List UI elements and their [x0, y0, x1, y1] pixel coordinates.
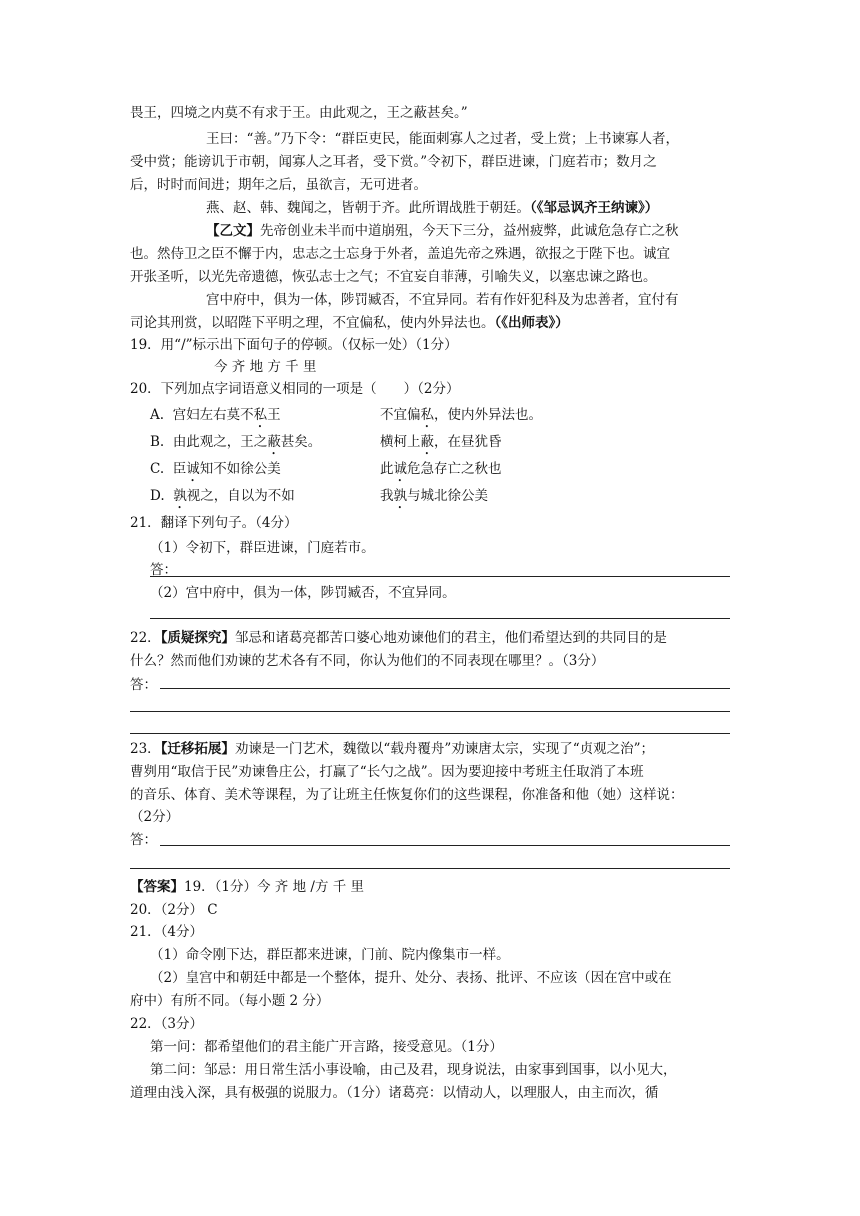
answer-line[interactable]	[160, 688, 730, 689]
answer-key-line: 【答案】19．（1分）今 齐 地 /方 千 里	[130, 879, 365, 895]
answer-line[interactable]	[150, 576, 730, 577]
passage-line: 也。然侍卫之臣不懈于内，忠志之士忘身于外者，盖追先帝之殊遇，欲报之于陛下也。诚宜	[130, 246, 670, 262]
question-22-line: 22．【质疑探究】邹忌和诸葛亮都苦口婆心地劝谏他们的君主，他们希望达到的共同目的是	[130, 630, 667, 646]
answer-key-line: 21．（4分）	[130, 924, 204, 940]
source-citation: （《邹忌讽齐王纳谏》）	[530, 200, 659, 216]
passage-line	[206, 222, 679, 240]
passage-line: 开张圣听，以光先帝遗德，恢弘志士之气；不宜妄自菲薄，引喻失义，以塞忠谏之路也。	[130, 269, 657, 285]
section-label: 【迁移拓展】	[160, 741, 235, 757]
answer-line[interactable]	[130, 868, 730, 869]
passage-line	[130, 314, 569, 332]
passage-text: 司论其刑赏，以昭陛下平明之理，不宜偏私，使内外异法也。	[130, 315, 495, 331]
answer-label: 答：	[130, 832, 157, 848]
option-b-left: B. 由此观之，王之蔽甚矣。	[150, 434, 322, 450]
answer-label: 答：	[150, 562, 177, 578]
question-20-stem: 20．下列加点字词语意义相同的一项是（ ）（2分）	[130, 381, 460, 397]
answer-line[interactable]	[160, 845, 730, 846]
passage-text: 燕、赵、韩、魏闻之，皆朝于齐。此所谓战胜于朝廷。	[206, 200, 530, 216]
answer-key-line: 第一问：都希望他们的君主能广开言路，接受意见。（1分）	[150, 1039, 503, 1055]
passage-text: 先帝创业未半而中道崩殂，今天下三分，益州疲弊，此诚危急存亡之秋	[260, 223, 679, 239]
passage-line: 后，时时而间进；期年之后，虽欲言，无可进者。	[130, 177, 427, 193]
passage-line: 王曰：“善。”乃下令：“群臣吏民，能面刺寡人之过者，受上赏；上书谏寡人者，	[206, 131, 679, 147]
question-23-line: 23．【迁移拓展】劝谏是一门艺术，魏徵以“载舟覆舟”劝谏唐太宗，实现了“贞观之治”；	[130, 741, 655, 757]
question-23-line: 的音乐、体育、美术等课程，为了让班主任恢复你们的这些课程，你准备和他（她）这样说：	[130, 787, 684, 803]
option-d-left: D. 孰视之，自以为不如	[150, 488, 295, 504]
option-a-left: A. 宫妇左右莫不私王	[150, 407, 281, 423]
option-c-right: 此诚危急存亡之秋也	[380, 461, 502, 477]
answer-key-line: 20．（2分） C	[130, 902, 218, 918]
question-19-sentence: 今 齐 地 方 千 里	[214, 359, 317, 375]
answer-key-line: （2）皇宫中和朝廷中都是一个整体，提升、处分、表扬、批评、不应该（因在宫中或在	[150, 970, 672, 986]
answer-line[interactable]	[130, 733, 730, 734]
question-21-stem: 21．翻译下列句子。（4分）	[130, 515, 298, 531]
question-22-line: 什么？然而他们劝谏的艺术各有不同，你认为他们的不同表现在哪里？。（3分）	[130, 653, 605, 669]
answer-label: 答：	[130, 677, 157, 693]
question-23-line: （2分）	[130, 809, 180, 825]
answer-line[interactable]	[150, 618, 730, 619]
option-b-right: 横柯上蔽，在昼犹昏	[380, 434, 502, 450]
answer-key-line: 第二问：邹忌：用日常生活小事设喻，由己及君，现身说法，由家事到国事，以小见大，	[150, 1062, 677, 1078]
passage-line: 宫中府中，俱为一体，陟罚臧否，不宜异同。若有作奸犯科及为忠善者，宜付有	[206, 292, 679, 308]
option-c-left: C. 臣诚知不如徐公美	[150, 461, 281, 477]
passage-line	[206, 199, 658, 217]
answer-line[interactable]	[130, 711, 730, 712]
answer-key-line: 道理由浅入深，具有极强的说服力。（1分）诸葛亮：以情动人，以理服人，由主而次，循	[130, 1085, 659, 1101]
question-19-stem: 19．用“/”标示出下面句子的停顿。（仅标一处）（1分）	[130, 337, 458, 353]
option-a-right: 不宜偏私，使内外异法也。	[380, 407, 542, 423]
answer-key-label: 【答案】	[130, 879, 184, 895]
source-citation: （《出师表》）	[494, 315, 569, 331]
passage-line: 畏王，四境之内莫不有求于王。由此观之，王之蔽甚矣。”	[130, 105, 468, 121]
section-label: 【乙文】	[206, 223, 260, 239]
answer-key-line: 22．（3分）	[130, 1016, 204, 1032]
question-23-line: 曹刿用“取信于民”劝谏鲁庄公，打赢了“长勺之战”。因为要迎接中考班主任取消了本班	[130, 764, 644, 780]
question-21-sentence-2: （2）宫中府中，俱为一体，陟罚臧否，不宜异同。	[150, 585, 456, 601]
question-21-sentence-1: （1）令初下，群臣进谏，门庭若市。	[150, 540, 375, 556]
answer-key-line: 府中）有所不同。（每小题 2 分）	[130, 993, 330, 1009]
section-label: 【质疑探究】	[160, 630, 235, 646]
option-d-right: 我孰与城北徐公美	[380, 488, 488, 504]
answer-key-line: （1）命令刚下达，群臣都来进谏，门前、院内像集市一样。	[150, 947, 510, 963]
passage-line: 受中赏；能谤讥于市朝，闻寡人之耳者，受下赏。”令初下，群臣进谏，门庭若市；数月之	[130, 154, 657, 170]
